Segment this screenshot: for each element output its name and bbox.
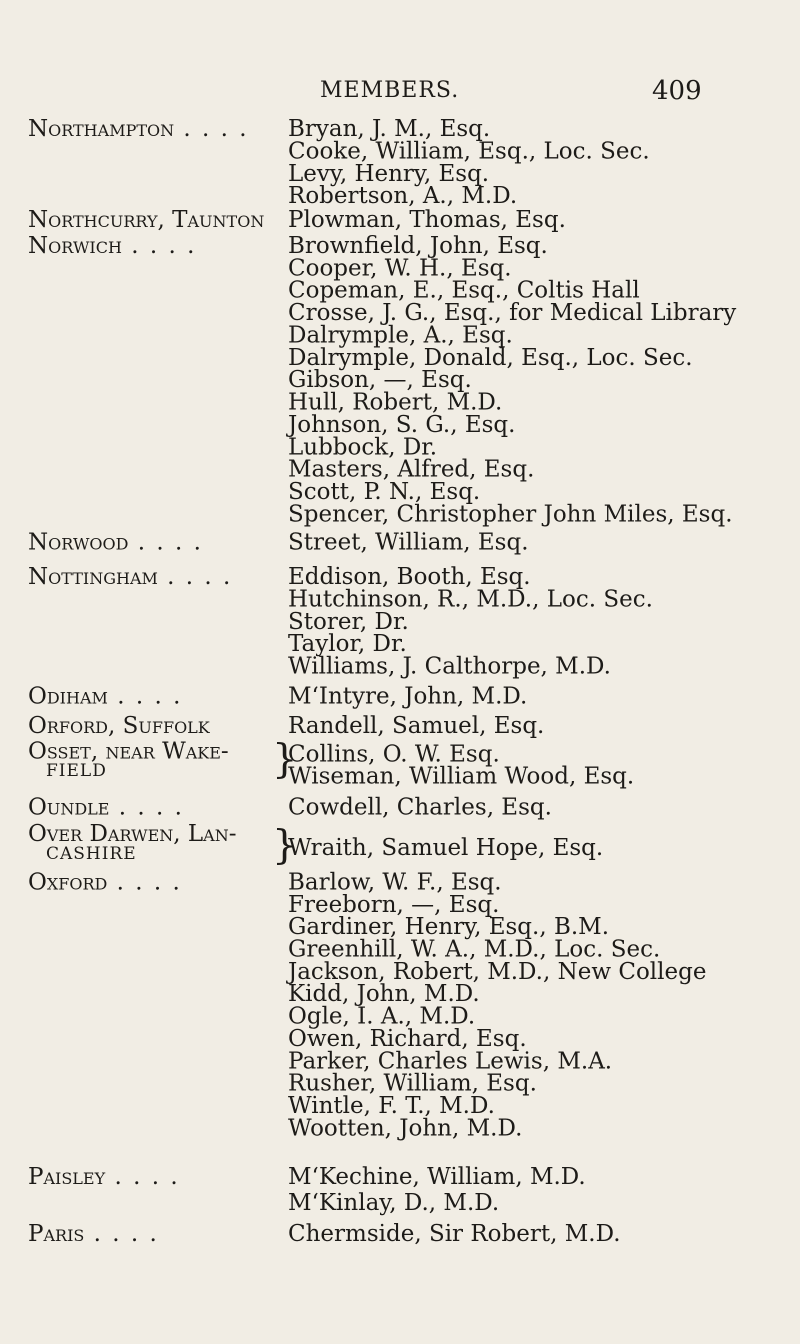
brace-mark: } [272, 736, 298, 783]
member-name: Jackson, Robert, M.D., New College [288, 958, 707, 985]
member-name: Bryan, J. M., Esq. [288, 116, 491, 143]
member-name: Levy, Henry, Esq. [288, 160, 490, 187]
town-line-1: Over Darwen, Lan- [28, 820, 237, 847]
town-name: Oxford . . . . [28, 869, 182, 895]
member-name: Kidd, John, M.D. [288, 981, 480, 1008]
member-name: M‘Kechine, William, M.D. [288, 1164, 586, 1190]
member-name: Crosse, J. G., Esq., for Medical Library [288, 300, 737, 327]
member-name: Collins, O. W. Esq. [288, 741, 500, 768]
member-name: Wintle, F. T., M.D. [288, 1093, 495, 1119]
member-name: M‘Kinlay, D., M.D. [288, 1190, 500, 1216]
member-name: Gardiner, Henry, Esq., B.M. [288, 914, 610, 941]
member-name: Storer, Dr. [288, 608, 409, 635]
member-name: Scott, P. N., Esq. [288, 479, 481, 505]
running-title: MEMBERS. [320, 78, 460, 103]
page-number: 409 [652, 76, 702, 106]
member-name: Spencer, Christopher John Miles, Esq. [288, 501, 733, 528]
member-name: Lubbock, Dr. [288, 434, 438, 461]
member-name: Hull, Robert, M.D. [288, 389, 503, 416]
member-name: Freeborn, —, Esq. [288, 891, 500, 918]
town-name [28, 738, 229, 782]
member-name: Masters, Alfred, Esq. [288, 456, 535, 483]
member-name: Eddison, Booth, Esq. [288, 564, 531, 591]
brace-mark: } [272, 822, 298, 869]
town-name: Nottingham . . . . [28, 564, 232, 590]
member-name: Street, William, Esq. [288, 529, 529, 556]
member-name: Rusher, William, Esq. [288, 1070, 537, 1097]
town-name [28, 820, 237, 864]
town-name: Norwich . . . . [28, 233, 196, 259]
town-name: Orford, Suffolk [28, 712, 210, 739]
member-name: Hutchinson, R., M.D., Loc. Sec. [288, 586, 653, 613]
member-name: Owen, Richard, Esq. [288, 1025, 527, 1052]
member-name: Dalrymple, A., Esq. [288, 322, 513, 349]
member-name: Copeman, E., Esq., Coltis Hall [288, 277, 640, 304]
member-name: Wiseman, William Wood, Esq. [288, 763, 635, 790]
town-name: Paisley . . . . [28, 1164, 180, 1190]
member-name: Ogle, I. A., M.D. [288, 1003, 476, 1030]
town-line-2: FIELD [46, 761, 107, 782]
member-name: Cooper, W. H., Esq. [288, 255, 512, 282]
member-name: Plowman, Thomas, Esq. [288, 207, 566, 234]
town-line-1: Osset, near Wake- [28, 738, 229, 765]
member-name: Taylor, Dr. [288, 631, 407, 658]
member-name: Gibson, —, Esq. [288, 367, 472, 394]
member-name: Wraith, Samuel Hope, Esq. [288, 835, 604, 861]
member-name: Dalrymple, Donald, Esq., Loc. Sec. [288, 344, 693, 371]
member-name: M‘Intyre, John, M.D. [288, 683, 528, 710]
town-name: Oundle . . . . [28, 795, 184, 821]
town-name: Odiham . . . . [28, 684, 182, 710]
member-name: Greenhill, W. A., M.D., Loc. Sec. [288, 936, 661, 963]
member-name: Robertson, A., M.D. [288, 183, 518, 210]
member-name: Johnson, S. G., Esq. [288, 411, 516, 438]
member-name: Williams, J. Calthorpe, M.D. [288, 653, 611, 680]
member-name: Barlow, W. F., Esq. [288, 869, 502, 896]
member-name: Chermside, Sir Robert, M.D. [288, 1221, 621, 1247]
town-name: Norwood . . . . [28, 530, 203, 556]
page-header [0, 78, 800, 118]
town-name: Paris . . . . [28, 1221, 159, 1247]
town-line-2: CASHIRE [46, 843, 137, 864]
member-name: Parker, Charles Lewis, M.A. [288, 1048, 613, 1075]
member-name: Randell, Samuel, Esq. [288, 712, 545, 739]
member-name: Wootten, John, M.D. [288, 1115, 523, 1142]
member-name: Cooke, William, Esq., Loc. Sec. [288, 138, 650, 165]
member-name: Brownfield, John, Esq. [288, 233, 548, 259]
town-name: Northampton . . . . [28, 116, 249, 142]
town-name: Northcurry, Taunton [28, 207, 265, 234]
member-name: Cowdell, Charles, Esq. [288, 794, 552, 821]
